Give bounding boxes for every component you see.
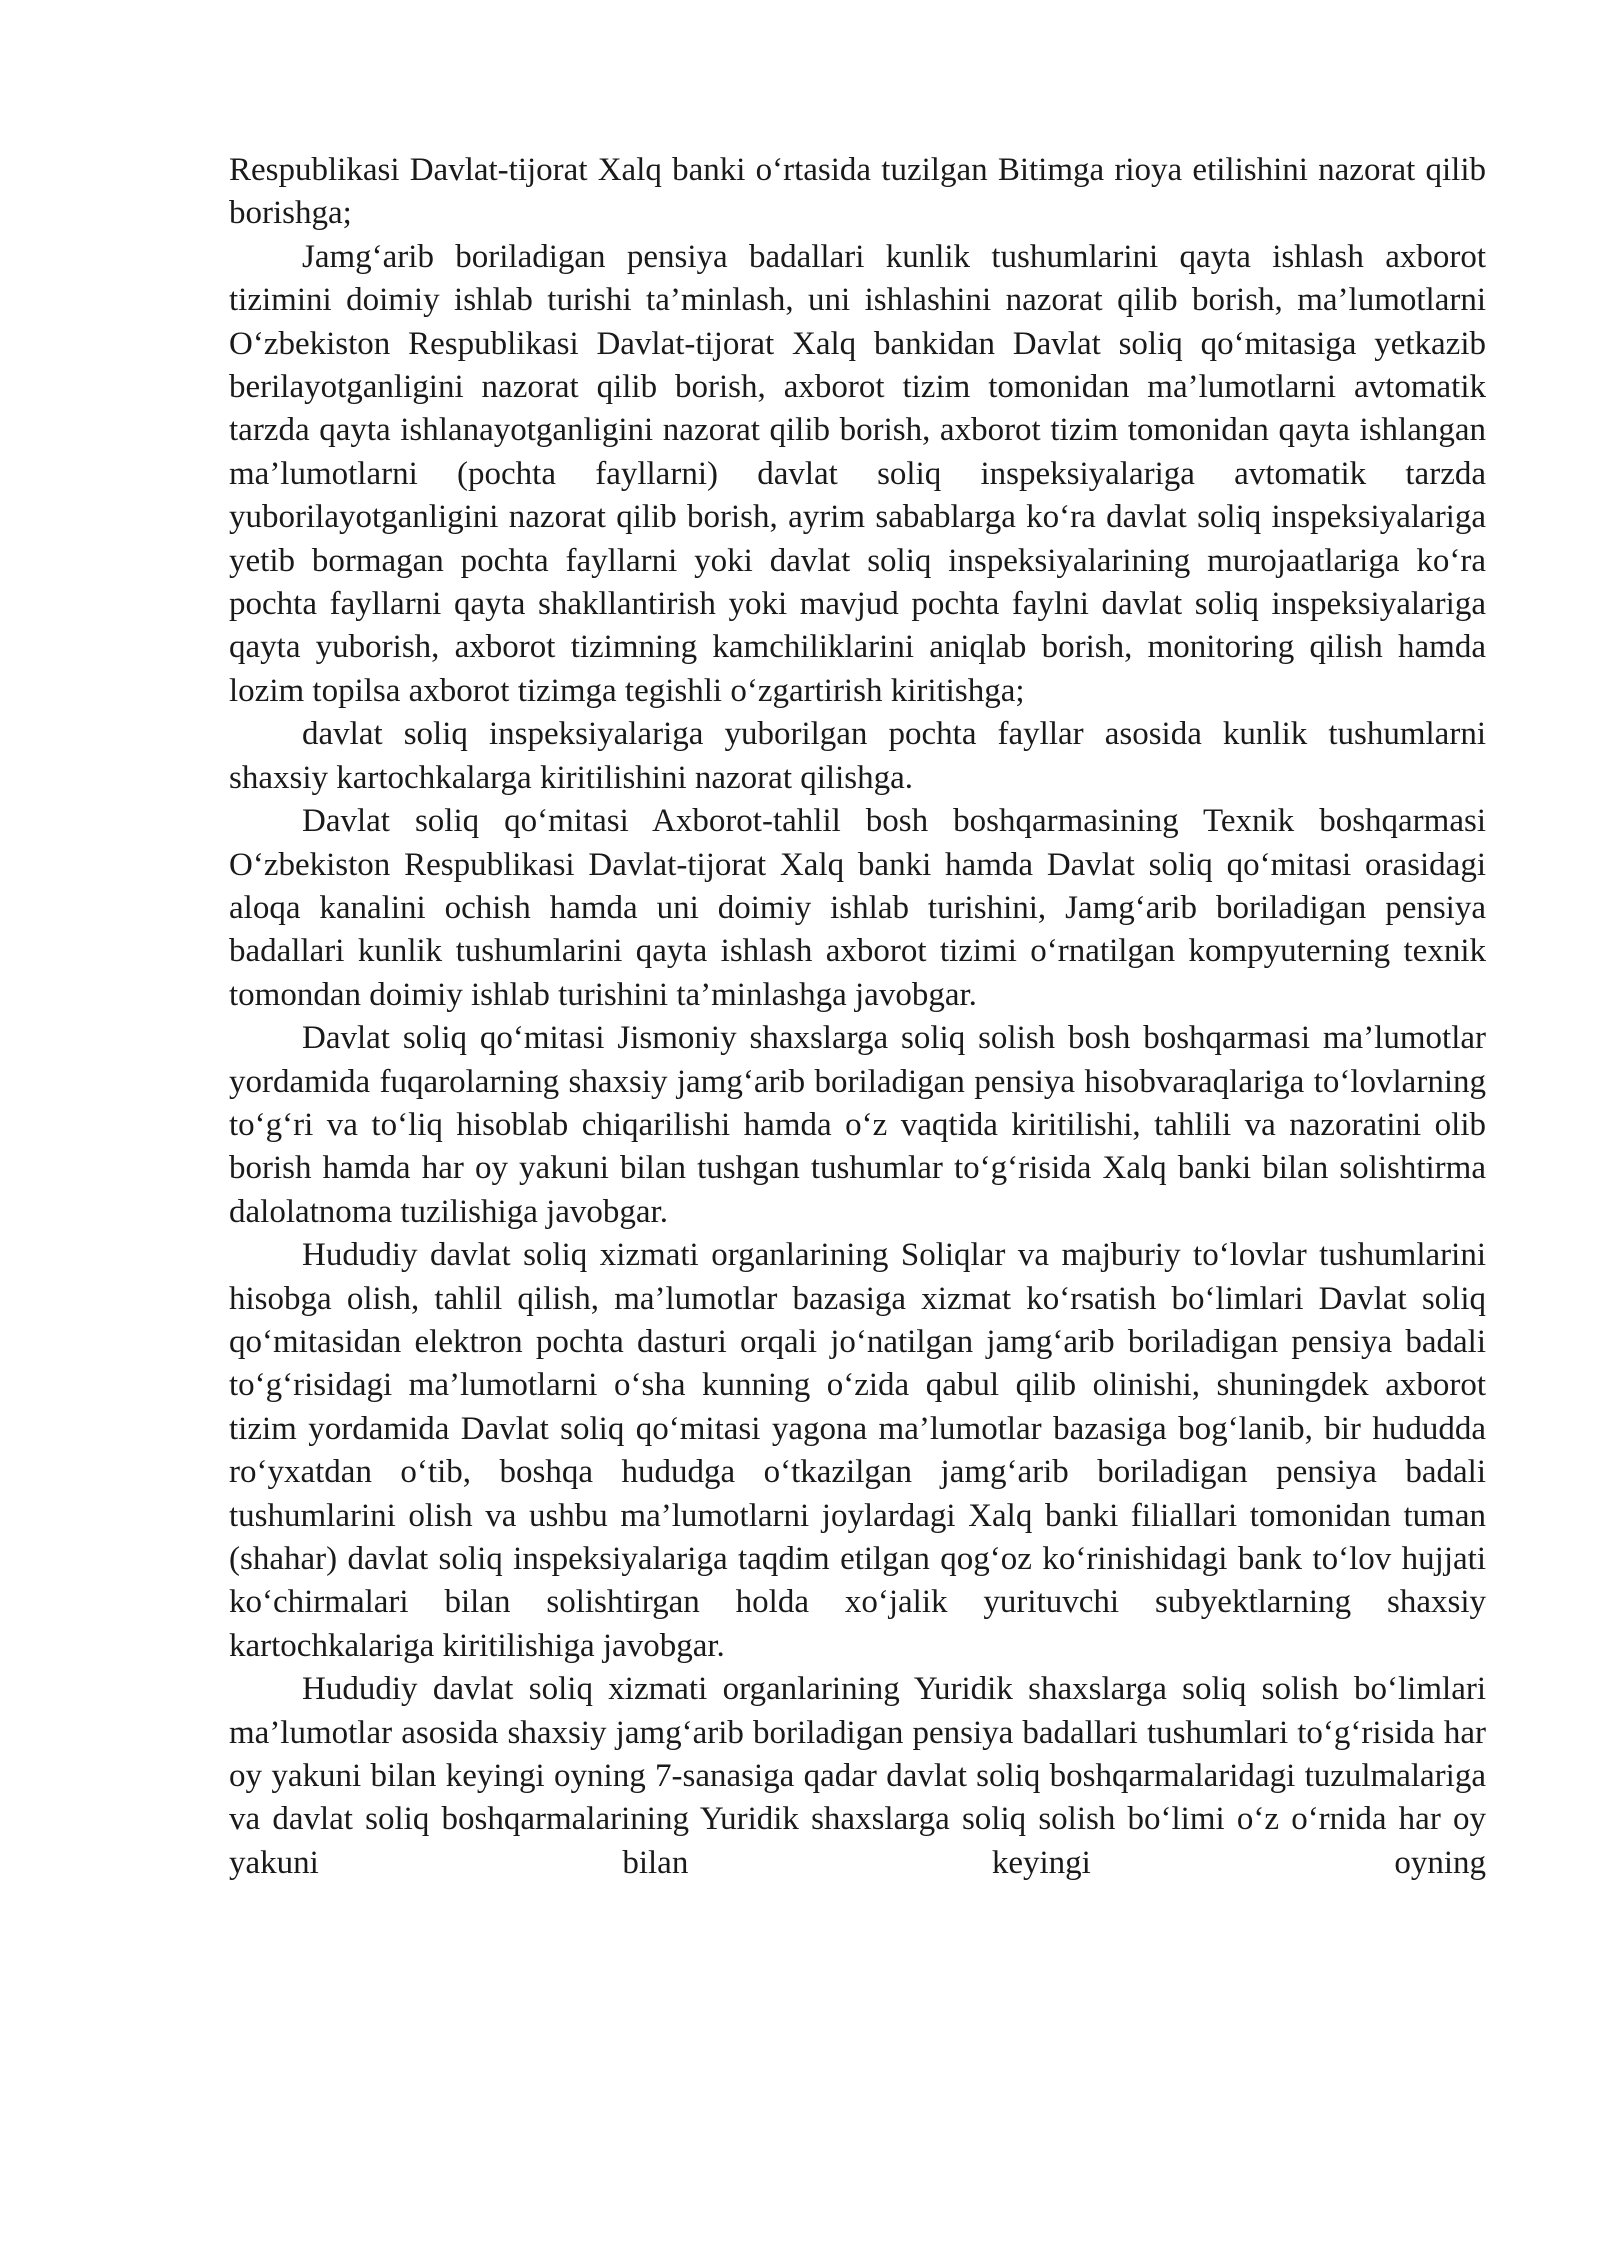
- paragraph-individuals-taxation: Davlat soliq qo‘mitasi Jismoniy shaxslarga soliq solish bosh boshqarmasi ma’lumotlar yordamida fuqarolarning shaxsiy jamg‘arib boriladigan pensiya hisobvaraqlariga to‘lovlarning to‘g‘ri va to‘liq hisoblab chiqarilishi hamda o‘z vaqtida kiritilishi, tahlili va nazoratini olib borish hamda har oy yakuni bilan tushgan tushumlar to‘g‘risida Xalq banki bilan solishtirma dalolatnoma tuzilishiga javobgar.: [229, 1020, 1486, 1230]
- paragraph-technical-department: Davlat soliq qo‘mitasi Axborot-tahlil bosh boshqarmasining Texnik boshqarmasi O‘zbekiston Respublikasi Davlat-tijorat Xalq banki hamda Davlat soliq qo‘mitasi orasidagi aloqa kanalini ochish hamda uni doimiy ishlab turishini, Jamg‘arib boriladigan pensiya badallari kunlik tushumlarini qayta ishlash axborot tizimi o‘rnatilgan kompyuterning texnik tomondan doimiy ishlab turishini ta’minlashga javobgar.: [229, 803, 1486, 1013]
- paragraph-continuation: Respublikasi Davlat-tijorat Xalq banki o‘rtasida tuzilgan Bitimga rioya etilishini nazorat qilib borishga;: [229, 152, 1486, 232]
- paragraph-legal-entities-taxation: Hududiy davlat soliq xizmati organlarining Yuridik shaxslarga soliq solish bo‘limlari ma’lumotlar asosida shaxsiy jamg‘arib boriladigan pensiya badallari tushumlari to‘g‘risida har oy yakuni bilan keyingi oyning 7-sanasiga qadar davlat soliq boshqarmalaridagi tuzulmalariga va davlat soliq boshqarmalarining Yuridik shaxslarga soliq solish bo‘limi o‘z o‘rnida har oy yakuni bilan keyingi oyning: [229, 1671, 1486, 1881]
- paragraph-mail-files: davlat soliq inspeksiyalariga yuborilgan pochta fayllar asosida kunlik tushumlarni shaxsiy kartochkalarga kiritilishini nazorat qilishga.: [229, 716, 1486, 796]
- paragraph-information-system: Jamg‘arib boriladigan pensiya badallari kunlik tushumlarini qayta ishlash axborot tizimini doimiy ishlab turishi ta’minlash, uni ishlashini nazorat qilib borish, ma’lumotlarni O‘zbekiston Respublikasi Davlat-tijorat Xalq bankidan Davlat soliq qo‘mitasiga yetkazib berilayotganligini nazorat qilib borish, axborot tizim tomonidan ma’lumotlarni avtomatik tarzda qayta ishlanayotganligini nazorat qilib borish, axborot tizim tomonidan qayta ishlangan ma’lumotlarni (pochta fayllarni) davlat soliq inspeksiyalariga avtomatik tarzda yuborilayotganligini nazorat qilib borish, ayrim sabablarga ko‘ra davlat soliq inspeksiyalariga yetib bormagan pochta fayllarni yoki davlat soliq inspeksiyalarining murojaatlariga ko‘ra pochta fayllarni qayta shakllantirish yoki mavjud pochta faylni davlat soliq inspeksiyalariga qayta yuborish, axborot tizimning kamchiliklarini aniqlab borish, monitoring qilish hamda lozim topilsa axborot tizimga tegishli o‘zgartirish kiritishga;: [229, 238, 1486, 709]
- document-body: [229, 149, 1486, 1885]
- paragraph-regional-taxes-departments: Hududiy davlat soliq xizmati organlarining Soliqlar va majburiy to‘lovlar tushumlarini hisobga olish, tahlil qilish, ma’lumotlar bazasiga xizmat ko‘rsatish bo‘limlari Davlat soliq qo‘mitasidan elektron pochta dasturi orqali jo‘natilgan jamg‘arib boriladigan pensiya badali to‘g‘risidagi ma’lumotlarni o‘sha kunning o‘zida qabul qilib olinishi, shuningdek axborot tizim yordamida Davlat soliq qo‘mitasi yagona ma’lumotlar bazasiga bog‘lanib, bir hududda ro‘yxatdan o‘tib, boshqa hududga o‘tkazilgan jamg‘arib boriladigan pensiya badali tushumlarini olish va ushbu ma’lumotlarni joylardagi Xalq banki filiallari tomonidan tuman (shahar) davlat soliq inspeksiyalariga taqdim etilgan qog‘oz ko‘rinishidagi bank to‘lov hujjati ko‘chirmalari bilan solishtirgan holda xo‘jalik yurituvchi subyektlarning shaxsiy kartochkalariga kiritilishiga javobgar.: [229, 1237, 1486, 1664]
